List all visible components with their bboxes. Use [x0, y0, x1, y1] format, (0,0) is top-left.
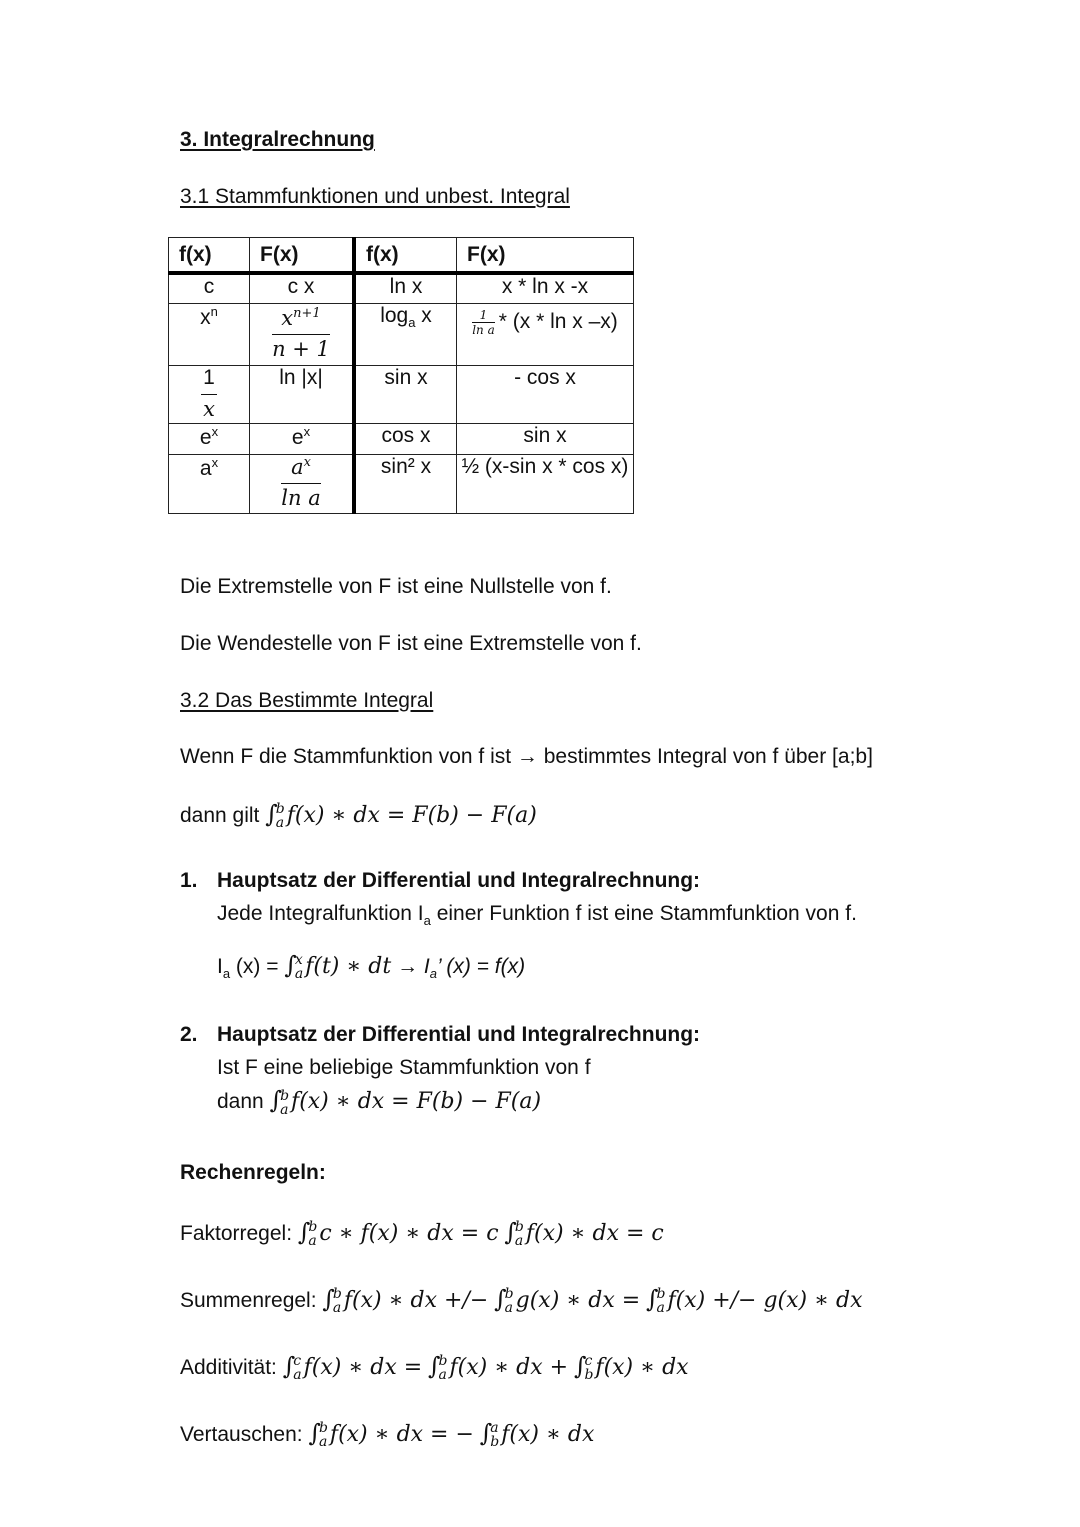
fraction: $\frac{a^x}{\text{ln a}}$	[281, 454, 321, 510]
rules-title: Rechenregeln:	[180, 1161, 326, 1184]
table-header: F(x)	[457, 238, 634, 274]
table-cell: sin² x	[354, 454, 457, 514]
integral-limits: b a	[280, 1087, 290, 1118]
table-cell: - cos x	[457, 365, 634, 423]
antiderivative-table	[168, 237, 634, 514]
integral-limits: b a	[275, 801, 285, 832]
table-cell: sin x	[457, 423, 634, 454]
table-cell: ln |x|	[250, 365, 355, 423]
sentence-wendestelle: Die Wendestelle von F ist eine Extremstelle von f.	[180, 632, 642, 655]
table-row	[169, 303, 634, 365]
table-row	[169, 365, 634, 423]
table-cell: $e^x$	[250, 423, 355, 454]
integral-sign: ∫	[265, 800, 278, 828]
dann-gilt-formula: dann gilt ∫ b a f(x) ∗ dx = F(b) − F(a)	[180, 800, 537, 832]
table-row	[169, 273, 634, 303]
table-header: f(x)	[354, 238, 457, 274]
rule-additivitaet: Additivität: ∫ c a f(x) ∗ dx = ∫ b a f(x) ∗ dx + ∫ c b f(x) ∗ dx	[180, 1352, 689, 1384]
table-cell: $\frac{1}{\text{ln a}} * (x$ * ln x –x)	[457, 303, 634, 365]
integral-sign: ∫	[284, 950, 297, 979]
theorem-1: 1. Hauptsatz der Differential und Integralrechnung: Jede Integralfunktion $I_a$ einer Funktion f ist eine Stammfunktion von f. $I_a$ (x) = ∫ x a f(t) ∗ dt → $I_a$’ (x) = f(x)	[180, 869, 857, 983]
table-header: F(x)	[250, 238, 355, 274]
table-cell	[250, 454, 355, 514]
fraction: $\frac{1}{\text{ln a}}$	[472, 307, 495, 337]
table-cell: c	[169, 273, 250, 303]
section-heading-3-1: 3.1 Stammfunktionen und unbest. Integral	[180, 185, 570, 208]
chapter-heading: 3. Integralrechnung	[180, 128, 375, 151]
table-row	[169, 454, 634, 514]
table-cell: sin x	[354, 365, 457, 423]
table-header: f(x)	[169, 238, 250, 274]
intro-sentence: Wenn F die Stammfunktion von f ist → bestimmtes Integral von f über [a;b]	[180, 745, 873, 768]
table-header-row	[169, 238, 634, 274]
table-cell	[250, 303, 355, 365]
theorem-1-formula: $I_a$ (x) = ∫ x a f(t) ∗ dt → $I_a$’ (x) = f(x)	[217, 950, 526, 983]
fraction: $\frac{1}{x}$	[203, 365, 215, 421]
table-cell: cos x	[354, 423, 457, 454]
rule-vertauschen: Vertauschen: ∫ b a f(x) ∗ dx = − ∫ a b f(x) ∗ dx	[180, 1419, 595, 1451]
theorem-2-formula: dann ∫ b a f(x) ∗ dx = F(b) − F(a)	[217, 1086, 542, 1118]
table-cell: c x	[250, 273, 355, 303]
integral-limits: x a	[294, 952, 304, 983]
table-cell: $\log_a x$	[354, 303, 457, 365]
table-cell: $a^x$	[169, 454, 250, 514]
integral-sign: ∫	[269, 1086, 283, 1115]
theorem-2: 2. Hauptsatz der Differential und Integralrechnung: Ist F eine beliebige Stammfunktion von f dann ∫ b a f(x) ∗ dx = F(b) − F(a)	[180, 1023, 701, 1118]
table-cell: $x^n$	[169, 303, 250, 365]
rule-faktorregel: Faktorregel: ∫ b a c ∗ f(x) ∗ dx = c ∫ b a f(x) ∗ dx = c	[180, 1218, 664, 1250]
table-cell	[169, 365, 250, 423]
table-cell: x * ln x -x	[457, 273, 634, 303]
fraction: $\frac{x^{n+1}}{n + 1}$	[272, 305, 330, 361]
table-cell: $e^x$	[169, 423, 250, 454]
table-cell: ln x	[354, 273, 457, 303]
sentence-extremstelle: Die Extremstelle von F ist eine Nullstelle von f.	[180, 575, 612, 598]
table-row	[169, 423, 634, 454]
rule-summenregel: Summenregel: ∫ b a f(x) ∗ dx +/− ∫ b a g(x) ∗ dx = ∫ b a f(x) +/− g(x) ∗ dx	[180, 1285, 863, 1317]
table-cell: ½ (x-sin x * cos x)	[457, 454, 634, 514]
section-heading-3-2: 3.2 Das Bestimmte Integral	[180, 689, 434, 712]
